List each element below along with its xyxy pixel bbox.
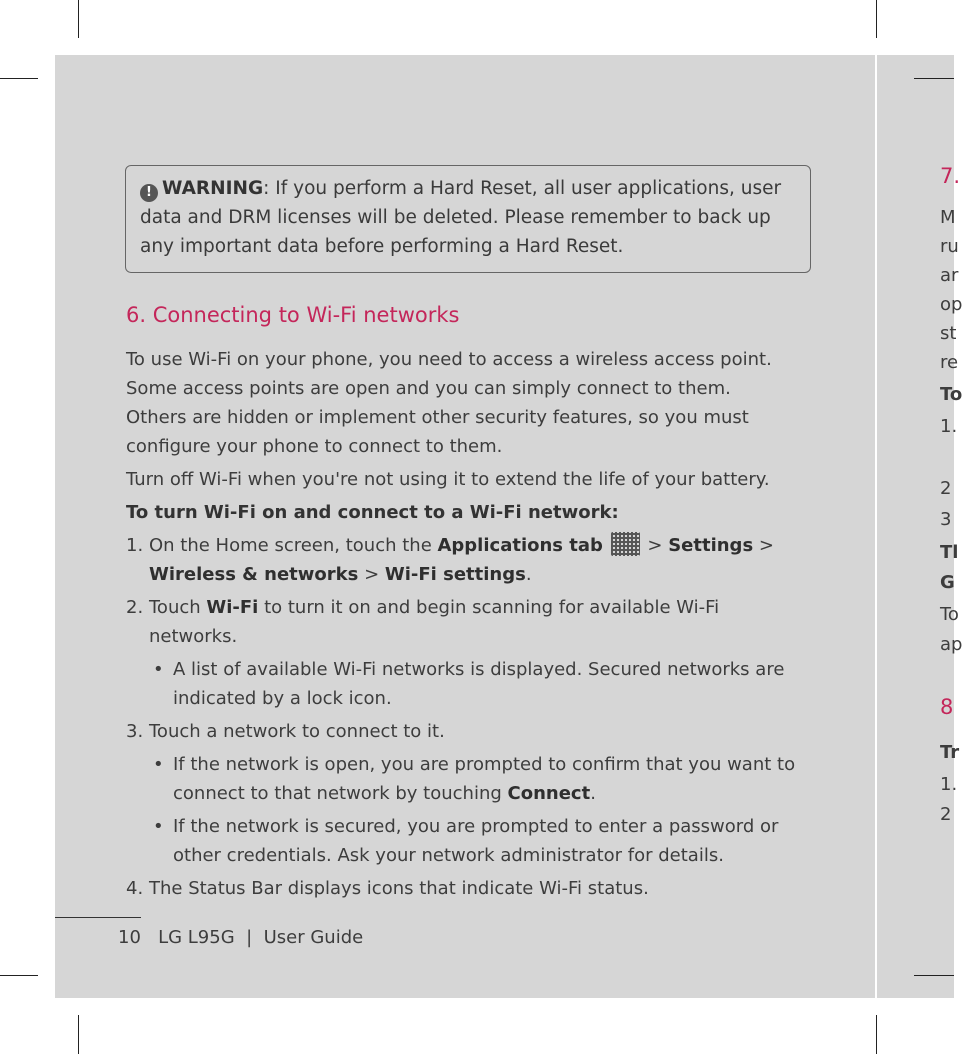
fragment: 3 <box>940 509 952 530</box>
connect-label: Connect <box>507 783 591 804</box>
crop-mark <box>0 78 38 79</box>
procedure-heading: To turn Wi-Fi on and connect to a Wi-Fi network: <box>126 502 619 523</box>
fragment: st <box>940 323 957 344</box>
step-number: 3. <box>126 721 144 742</box>
fragment: Tl <box>940 542 959 563</box>
fragment: ru <box>940 236 959 257</box>
applications-grid-icon <box>611 532 640 556</box>
warning-line-3: any important data before performing a Hard Reset. <box>140 236 624 257</box>
crop-mark <box>78 0 79 38</box>
warning-line-1 <box>140 174 798 203</box>
warning-label: WARNING <box>162 178 264 199</box>
step-number: 1. <box>126 535 144 556</box>
footer-text: LG L95G | User Guide <box>158 927 364 948</box>
page-number: 10 <box>118 927 141 948</box>
fragment: re <box>940 352 959 373</box>
fragment: 8 <box>940 695 954 719</box>
period: . <box>590 783 596 804</box>
wifi-label: Wi-Fi <box>206 597 259 618</box>
warning-text: : If you perform a Hard Reset, all user applications, user <box>263 178 782 199</box>
step-3 <box>126 717 816 746</box>
applications-tab-label: Applications tab <box>437 535 603 556</box>
wireless-networks-label: Wireless & networks <box>149 564 359 585</box>
section-title: 6. Connecting to Wi-Fi networks <box>126 303 460 327</box>
next-page-column <box>940 160 962 840</box>
fragment: To <box>940 384 962 405</box>
fragment: G <box>940 572 955 593</box>
settings-label: Settings <box>668 535 754 556</box>
fragment: 1. <box>940 416 958 437</box>
step-text: Touch <box>149 597 207 618</box>
step-text: The Status Bar displays icons that indicate Wi-Fi status. <box>149 878 649 899</box>
fragment: op <box>940 294 962 315</box>
fragment: ap <box>940 634 962 655</box>
page-footer <box>118 927 363 948</box>
warning-box <box>125 165 811 273</box>
crop-mark <box>0 975 38 976</box>
bullet-item <box>126 655 816 713</box>
fragment: M <box>940 207 956 228</box>
fragment: 2 <box>940 804 952 825</box>
crop-mark <box>914 78 954 79</box>
crop-mark <box>876 0 877 38</box>
step-text: Touch a network to connect to it. <box>149 721 445 742</box>
step-4 <box>126 874 816 903</box>
crop-mark <box>78 1015 79 1054</box>
fragment: Tr <box>940 742 960 763</box>
separator: > <box>641 535 669 556</box>
bullet-item <box>126 750 816 808</box>
bullet-text: If the network is secured, you are prompted to enter a password or <box>173 816 779 837</box>
bullet-dot: • <box>153 816 164 837</box>
warning-line-2: data and DRM licenses will be deleted. Please remember to back up <box>140 207 771 228</box>
bullet-text: connect to that network by touching <box>173 783 508 804</box>
bullet-dot: • <box>153 754 164 775</box>
fragment: 1. <box>940 774 958 795</box>
intro-line: Others are hidden or implement other security features, so you must <box>126 407 749 428</box>
step-text: to turn it on and begin scanning for available Wi-Fi <box>258 597 720 618</box>
crop-mark <box>914 975 954 976</box>
intro-line: configure your phone to connect to them. <box>126 436 503 457</box>
step-2 <box>126 593 816 651</box>
battery-tip: Turn off Wi-Fi when you're not using it to extend the life of your battery. <box>126 469 770 490</box>
bullet-dot: • <box>153 659 164 680</box>
intro-line: Some access points are open and you can simply connect to them. <box>126 378 731 399</box>
step-text: On the Home screen, touch the <box>149 535 438 556</box>
bullet-text: other credentials. Ask your network administrator for details. <box>173 845 724 866</box>
footer-rule <box>55 917 141 918</box>
crop-mark <box>876 1015 877 1054</box>
next-section-title: 7. <box>940 164 961 188</box>
wifi-settings-label: Wi-Fi settings <box>384 564 526 585</box>
step-1 <box>126 531 816 589</box>
separator: > <box>358 564 385 585</box>
exclamation-icon: ! <box>140 184 158 202</box>
step-number: 4. <box>126 878 144 899</box>
bullet-text: If the network is open, you are prompted to confirm that you want to <box>173 754 796 775</box>
intro-line: To use Wi-Fi on your phone, you need to access a wireless access point. <box>126 349 772 370</box>
section-content <box>126 345 816 903</box>
fragment: 2 <box>940 478 952 499</box>
bullet-text: A list of available Wi-Fi networks is displayed. Secured networks are <box>173 659 785 680</box>
period: . <box>525 564 532 585</box>
fragment: ar <box>940 265 959 286</box>
fragment: To <box>940 604 959 625</box>
bullet-text: indicated by a lock icon. <box>173 688 392 709</box>
step-text: networks. <box>149 626 238 647</box>
bullet-item <box>126 812 816 870</box>
separator: > <box>753 535 774 556</box>
step-number: 2. <box>126 597 144 618</box>
